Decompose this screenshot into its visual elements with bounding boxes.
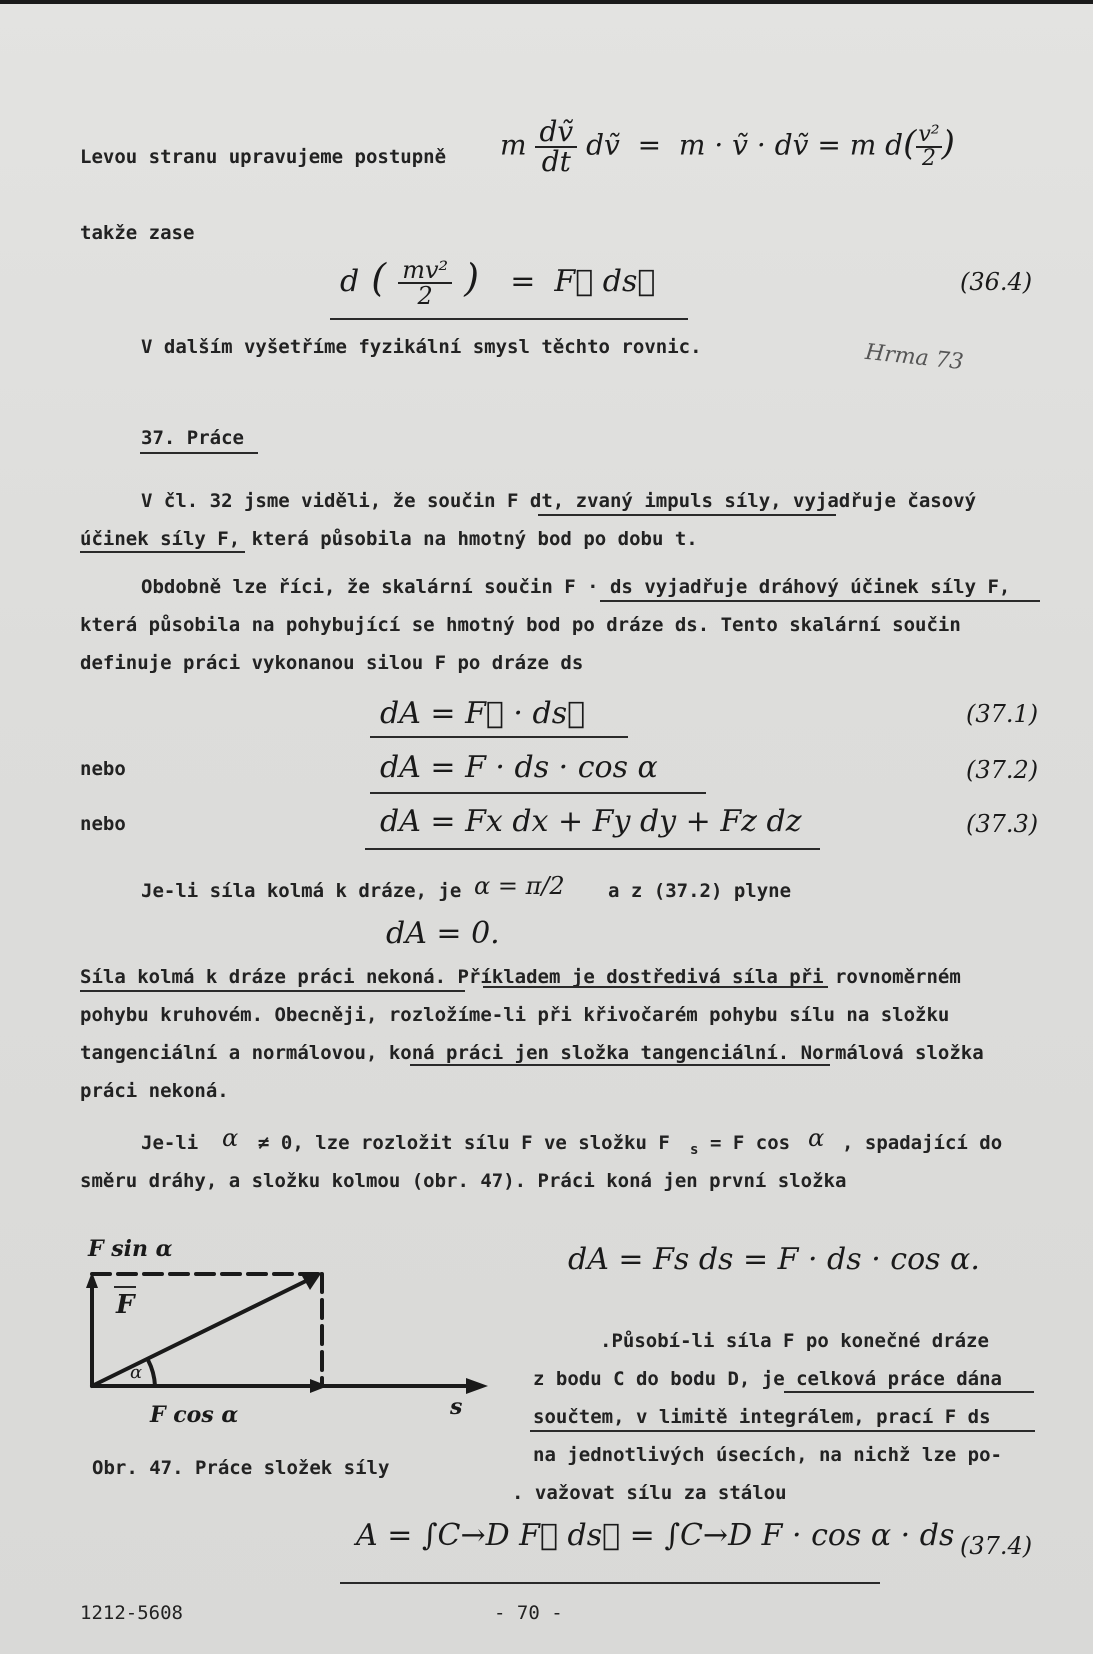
fig-label-alpha: α <box>130 1362 143 1383</box>
equation-number-37-3: (37.3) <box>966 810 1039 838</box>
equation-box-37-4 <box>340 1582 880 1584</box>
fig-label-fsin: F sin α <box>88 1236 173 1262</box>
nebo-2: nebo <box>80 813 126 835</box>
equation-37-2: dA = F · ds · cos α <box>380 750 658 785</box>
text-line-3: V dalším vyšetříme fyzikální smysl těchto rovnic. <box>141 336 702 358</box>
subscript-s: s <box>690 1142 699 1158</box>
equation-dA-Fs: dA = Fs ds = F · ds · cos α. <box>568 1242 980 1277</box>
paragraph-5-part-2: ≠ 0, lze rozložit sílu F ve složku F <box>258 1132 670 1154</box>
margin-note: Hrma 73 <box>863 339 965 376</box>
paragraph-6-line-4: na jednotlivých úsecích, na nichž lze po- <box>533 1444 1002 1466</box>
paragraph-3-part-2: a z (37.2) plyne <box>608 880 792 902</box>
fig-label-F: F <box>116 1290 135 1320</box>
figure-caption: Obr. 47. Práce složek síly <box>92 1457 390 1479</box>
page-number: - 70 - <box>494 1602 563 1624</box>
paragraph-2-line-1: Obdobně lze říci, že skalární součin F · ds vyjadřuje dráhový účinek síly F, <box>141 576 1011 598</box>
nebo-1: nebo <box>80 758 126 780</box>
paragraph-5-part-1: Je-li <box>141 1132 199 1154</box>
equation-36-4: d ( $\frac{\text{mv²}}{2}$ ) = F⃗ ds⃗ <box>340 256 656 310</box>
fig-arrowhead-right-1 <box>310 1379 328 1393</box>
underline-celkova-prace <box>784 1391 1034 1393</box>
paragraph-4-line-2: pohybu kruhovém. Obecněji, rozložíme-li při křivočarém pohybu sílu na složku <box>80 1004 950 1026</box>
equation-number-37-2: (37.2) <box>966 756 1039 784</box>
paragraph-6-line-3: součtem, v limitě integrálem, prací F ds <box>533 1406 991 1428</box>
equation-37-4: A = ∫C→D F⃗ ds⃗ = ∫C→D F · cos α · ds <box>356 1518 955 1553</box>
fig-angle-arc <box>148 1360 155 1386</box>
equation-number-37-1: (37.1) <box>966 700 1039 728</box>
paragraph-5-part-4: , spadající do <box>842 1132 1003 1154</box>
equation-37-3: dA = Fx dx + Fy dy + Fz dz <box>380 804 802 839</box>
paragraph-4-line-4: práci nekoná. <box>80 1080 229 1102</box>
paragraph-6-line-5: . važovat sílu za stálou <box>512 1482 787 1504</box>
section-heading: 37. Práce <box>141 427 244 449</box>
paragraph-1-line-1: V čl. 32 jsme viděli, že součin F dt, zvaný impuls síly, vyjadřuje časový <box>141 490 977 512</box>
fig-label-F-arrow <box>114 1286 136 1288</box>
equation-1: m $\frac{\text{dṽ}}{dt}$ dṽ = m · ṽ · dṽ = m d( $\frac{\text{v²}}{2}$ ) <box>500 115 955 178</box>
text-line-1: Levou stranu upravujeme postupně <box>80 146 447 168</box>
underline-soucet <box>530 1430 1035 1432</box>
equation-dA-zero: dA = 0. <box>386 916 500 951</box>
equation-37-1: dA = F⃗ · ds⃗ <box>380 696 586 731</box>
footer-code: 1212-5608 <box>80 1602 183 1624</box>
paragraph-4-line-1: Síla kolmá k dráze práci nekoná. Příkladem je dostředivá síla při rovnoměrném <box>80 966 961 988</box>
alpha-symbol-2: α <box>808 1124 825 1152</box>
paragraph-6-line-1: .Působí-li síla F po konečné dráze <box>600 1330 989 1352</box>
fig-label-s: s <box>450 1394 463 1420</box>
equation-number-37-4: (37.4) <box>960 1532 1033 1560</box>
fig-arrowhead-right-2 <box>466 1378 488 1394</box>
paragraph-4-line-3: tangenciální a normálovou, koná práci jen složka tangenciální. Normálová složka <box>80 1042 984 1064</box>
paragraph-2-line-2: která působila na pohybující se hmotný bod po dráze ds. Tento skalární součin <box>80 614 961 636</box>
paragraph-3-part-1: Je-li síla kolmá k dráze, je <box>141 880 462 902</box>
paragraph-2-line-3: definuje práci vykonanou silou F po dráze ds <box>80 652 584 674</box>
alpha-equation: α = π/2 <box>474 872 565 900</box>
text-line-2: takže zase <box>80 222 195 244</box>
equation-number-36-4: (36.4) <box>960 268 1033 296</box>
paragraph-1-line-2: účinek síly F, která působila na hmotný bod po dobu t. <box>80 528 698 550</box>
paragraph-5-part-3: = F cos <box>710 1132 791 1154</box>
paragraph-6-line-2: z bodu C do bodu D, je celková práce dána <box>533 1368 1002 1390</box>
paragraph-5-line-2: směru dráhy, a složku kolmou (obr. 47). Práci koná jen první složka <box>80 1170 847 1192</box>
alpha-symbol-1: α <box>222 1124 239 1152</box>
fig-label-fcos: F cos α <box>150 1402 239 1428</box>
